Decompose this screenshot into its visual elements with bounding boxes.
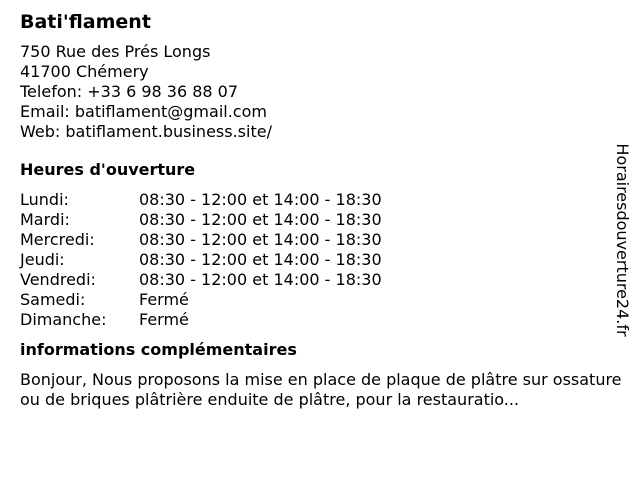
street-address: 750 Rue des Prés Longs [20,42,211,61]
watermark-text: Horairesdouverture24.fr [613,143,632,337]
day-label: Mercredi: [20,230,95,249]
hours-row-dimanche [20,310,620,330]
day-label: Mardi: [20,210,70,229]
hours-row-lundi [20,190,620,210]
day-label: Samedi: [20,290,86,309]
hours-row-mercredi [20,230,620,250]
time-value: 08:30 - 12:00 et 14:00 - 18:30 [139,270,382,289]
hours-list [20,190,620,330]
time-value: 08:30 - 12:00 et 14:00 - 18:30 [139,210,382,229]
business-name: Bati'flament [20,11,151,33]
time-value: Fermé [139,310,189,329]
business-card [20,10,620,410]
time-value: Fermé [139,290,189,309]
hours-row-mardi [20,210,620,230]
day-label: Jeudi: [20,250,65,269]
email-line: Email: batiflament@gmail.com [20,102,267,121]
hours-row-samedi [20,290,620,310]
day-label: Lundi: [20,190,69,209]
city-address: 41700 Chémery [20,62,149,81]
info-description: Bonjour, Nous proposons la mise en place de plaque de plâtre sur ossature ou de briques plâtrière enduite de plâtre, pour la restauratio... [20,370,622,409]
web-line: Web: batiflament.business.site/ [20,122,272,141]
hours-row-vendredi [20,270,620,290]
hours-heading: Heures d'ouverture [20,160,196,179]
info-heading: informations complémentaires [20,340,297,359]
hours-row-jeudi [20,250,620,270]
contact-block [20,42,620,142]
day-label: Vendredi: [20,270,96,289]
time-value: 08:30 - 12:00 et 14:00 - 18:30 [139,190,382,209]
phone-line: Telefon: +33 6 98 36 88 07 [20,82,239,101]
day-label: Dimanche: [20,310,107,329]
time-value: 08:30 - 12:00 et 14:00 - 18:30 [139,230,382,249]
time-value: 08:30 - 12:00 et 14:00 - 18:30 [139,250,382,269]
